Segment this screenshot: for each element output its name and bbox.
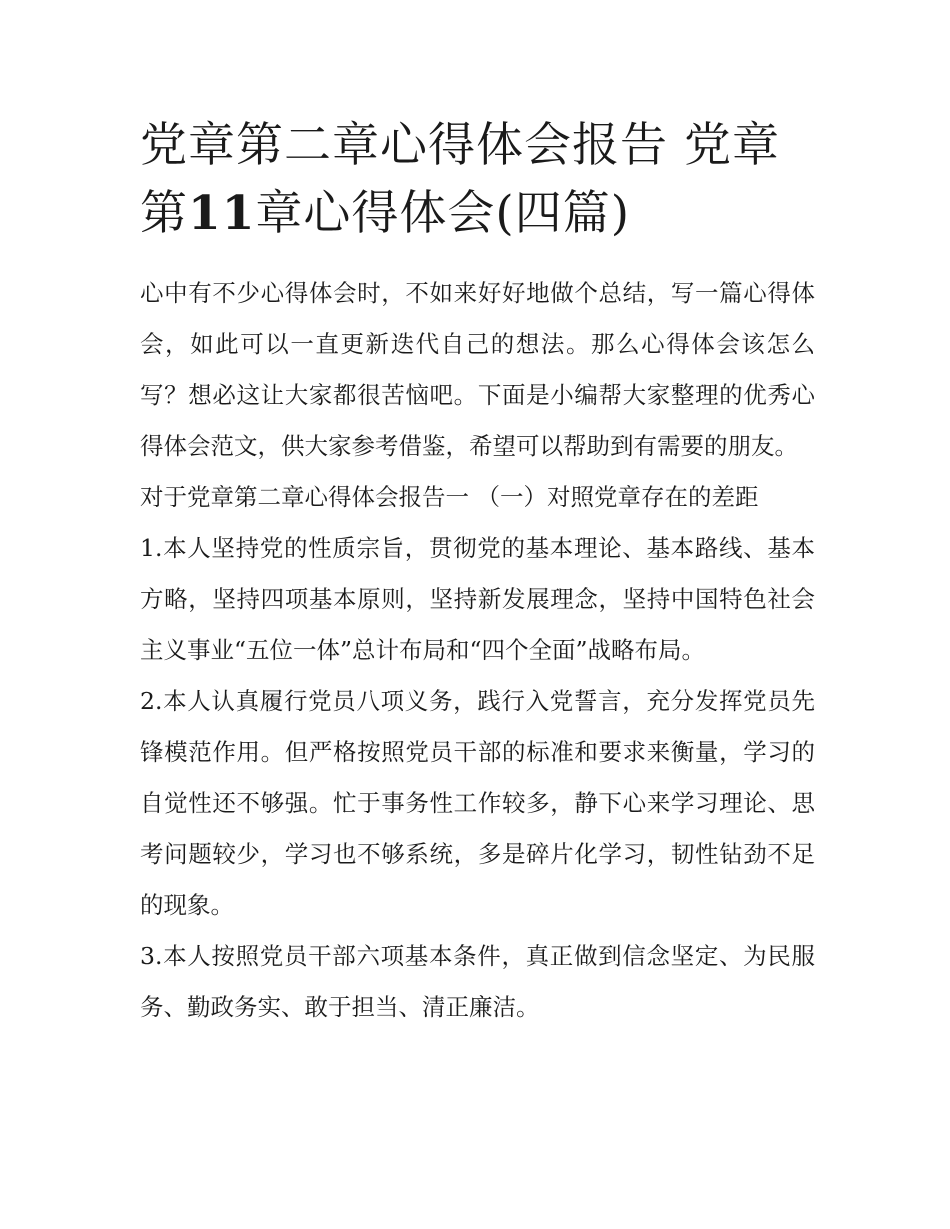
document-page: [140, 112, 815, 1033]
list-item-3: 3.本人按照党员干部六项基本条件，真正做到信念坚定、为民服务、勤政务实、敢于担当、清正廉洁。: [140, 942, 815, 1021]
title-text-part1: 党章第二章心得体会报告 党章第: [140, 118, 780, 241]
title-text-part2: 章心得体会(四篇): [255, 186, 631, 241]
section-heading: 对于党章第二章心得体会报告一 （一）对照党章存在的差距: [140, 483, 759, 511]
title-chapter-number: 11: [188, 186, 256, 241]
intro-paragraph: 心中有不少心得体会时，不如来好好地做个总结，写一篇心得体会，如此可以一直更新迭代自己的想法。那么心得体会该怎么写？想必这让大家都很苦恼吧。下面是小编帮大家整理的优秀心得体会范文，供大家参考借鉴，希望可以帮助到有需要的朋友。: [140, 279, 815, 460]
list-item-1: 1.本人坚持党的性质宗旨，贯彻党的基本理论、基本路线、基本方略，坚持四项基本原则，坚持新发展理念，坚持中国特色社会主义事业“五位一体”总计布局和“四个全面”战略布局。: [140, 534, 815, 664]
list-item-2: 2.本人认真履行党员八项义务，践行入党誓言，充分发挥党员先锋模范作用。但严格按照党员干部的标准和要求来衡量，学习的自觉性还不够强。忙于事务性工作较多，静下心来学习理论、思考问题较少，学习也不够系统，多是碎片化学习，韧性钻劲不足的现象。: [140, 687, 815, 919]
document-title: [140, 112, 815, 248]
